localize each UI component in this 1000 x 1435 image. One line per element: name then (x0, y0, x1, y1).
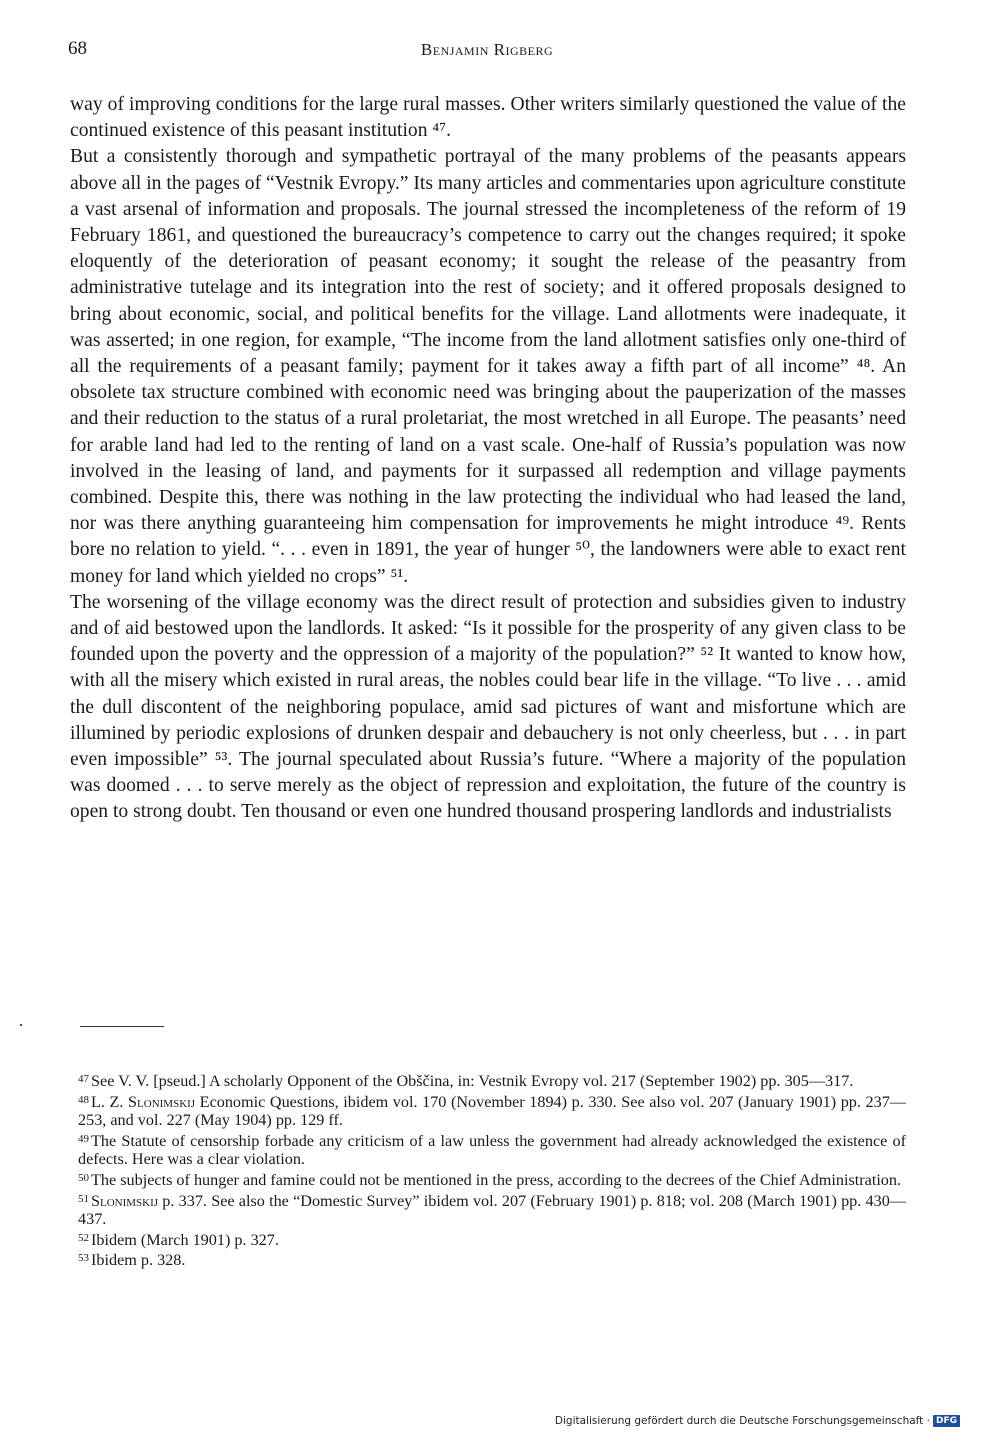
footnote (78, 1070, 906, 1091)
page-header (68, 38, 906, 62)
footnote-text: Ibidem (March 1901) p. 327. (91, 1230, 279, 1249)
paragraph: way of improving conditions for the large rural masses. Other writers similarly questioned the value of the continued existence of this peasant institution ⁴⁷. (70, 94, 906, 142)
footnote-number: 48 (78, 1093, 89, 1106)
footnote (78, 1229, 906, 1250)
credit-text: Digitalisierung gefördert durch die Deutsche Forschungsgemeinschaft · (554, 1415, 930, 1427)
footnote-text: p. 337. See also the “Domestic Survey” ibidem vol. 207 (February 1901) p. 818; vol. 208 (March 1901) pp. 430—437. (78, 1191, 906, 1229)
running-head: Benjamin Rigberg (420, 40, 554, 59)
page-number: 68 (68, 38, 87, 59)
footnote-number: 49 (78, 1132, 89, 1145)
footnote (78, 1091, 906, 1130)
dfg-logo-icon: DFG (933, 1415, 960, 1427)
footnote-text: Ibidem p. 328. (91, 1251, 186, 1270)
footnote-number: 53 (78, 1252, 89, 1265)
footnotes (78, 1070, 906, 1270)
paragraph: The worsening of the village economy was the direct result of protection and subsidies given to industry and of aid bestowed upon the landlords. It asked: “Is it possible for the prosperity of any given class to be founded upon the poverty and the oppression of a majority of the population?” ⁵² It wanted to know how, with all the misery which existed in rural areas, the nobles could bear life in the village. “To live . . . amid the dull discontent of the neighboring populace, amid sad pictures of want and misfortune which are illumined by periodic explosions of drunken despair and debauchery is not only cheerless, but . . . in part even impossible” ⁵³. The journal speculated about Russia’s future. “Where a majority of the population was doomed . . . to serve merely as the object of repression and exploitation, the future of the country is open to strong doubt. Ten thousand or even one hundred thousand prospering landlords and industrialists (70, 591, 906, 823)
footnote (78, 1249, 906, 1270)
digitization-credit (555, 1413, 960, 1429)
footnote-text: The Statute of censorship forbade any criticism of a law unless the government had already acknowledged the existence of defects. Here was a clear violation. (78, 1131, 906, 1169)
footnote-text: Economic Questions, ibidem vol. 170 (November 1894) p. 330. See also vol. 207 (January 1901) pp. 237—253, and vol. 227 (May 1904) pp. 129 ff. (78, 1092, 906, 1130)
footnote-author: L. Z. Slonimskij (91, 1092, 196, 1111)
footnote-number: 50 (78, 1171, 89, 1184)
footnote-number: 47 (78, 1073, 89, 1085)
footnote-text: The subjects of hunger and famine could not be mentioned in the press, according to the decrees of the Chief Administration. (91, 1170, 902, 1189)
footnote (78, 1130, 906, 1169)
margin-mark (20, 1024, 22, 1026)
footnote-number: 52 (78, 1231, 89, 1244)
footnote (78, 1169, 906, 1190)
footnote (78, 1190, 906, 1229)
footnote-author: Slonimskij (91, 1191, 159, 1210)
paragraph: But a consistently thorough and sympathetic portrayal of the many problems of the peasants appears above all in the pages of “Vestnik Evropy.” Its many articles and commentaries upon agriculture constitute a vast arsenal of information and proposals. The journal stressed the incompleteness of the reform of 19 February 1861, and questioned the bureaucracy’s competence to carry out the changes required; it spoke eloquently of the deterioration of peasant economy; it sought the release of the peasantry from administrative tutelage and its integration into the rest of society; and it offered proposals designed to bring about economic, social, and political benefits for the village. Land allotments were inadequate, it was asserted; in one region, for example, “The income from the land allotment satisfies only one-third of all the requirements of a peasant family; payment for it takes away a fifth part of all income” ⁴⁸. An obsolete tax structure combined with economic need was bringing about the pauperization of the masses and their reduction to the status of a rural proletariat, the most wretched in all Europe. The peasants’ need for arable land had led to the renting of land on a vast scale. One-half of Russia’s population was now involved in the leasing of land, and payments for it surpassed all redemption and village payments combined. Despite this, there was nothing in the law protecting the individual who had leased the land, nor was there anything guaranteeing him compensation for improvements he might introduce ⁴⁹. Rents bore no relation to yield. “. . . even in 1891, the year of hunger ⁵⁰, the landowners were able to exact rent money for land which yielded no crops” ⁵¹. (70, 146, 906, 587)
footnote-number: 51 (78, 1192, 89, 1205)
footnote-separator (80, 1026, 164, 1027)
footnote-text: See V. V. [pseud.] A scholarly Opponent of the Obščina, in: Vestnik Evropy vol. 217 (September 1902) pp. 305—317. (91, 1072, 854, 1090)
body-text (70, 92, 906, 826)
